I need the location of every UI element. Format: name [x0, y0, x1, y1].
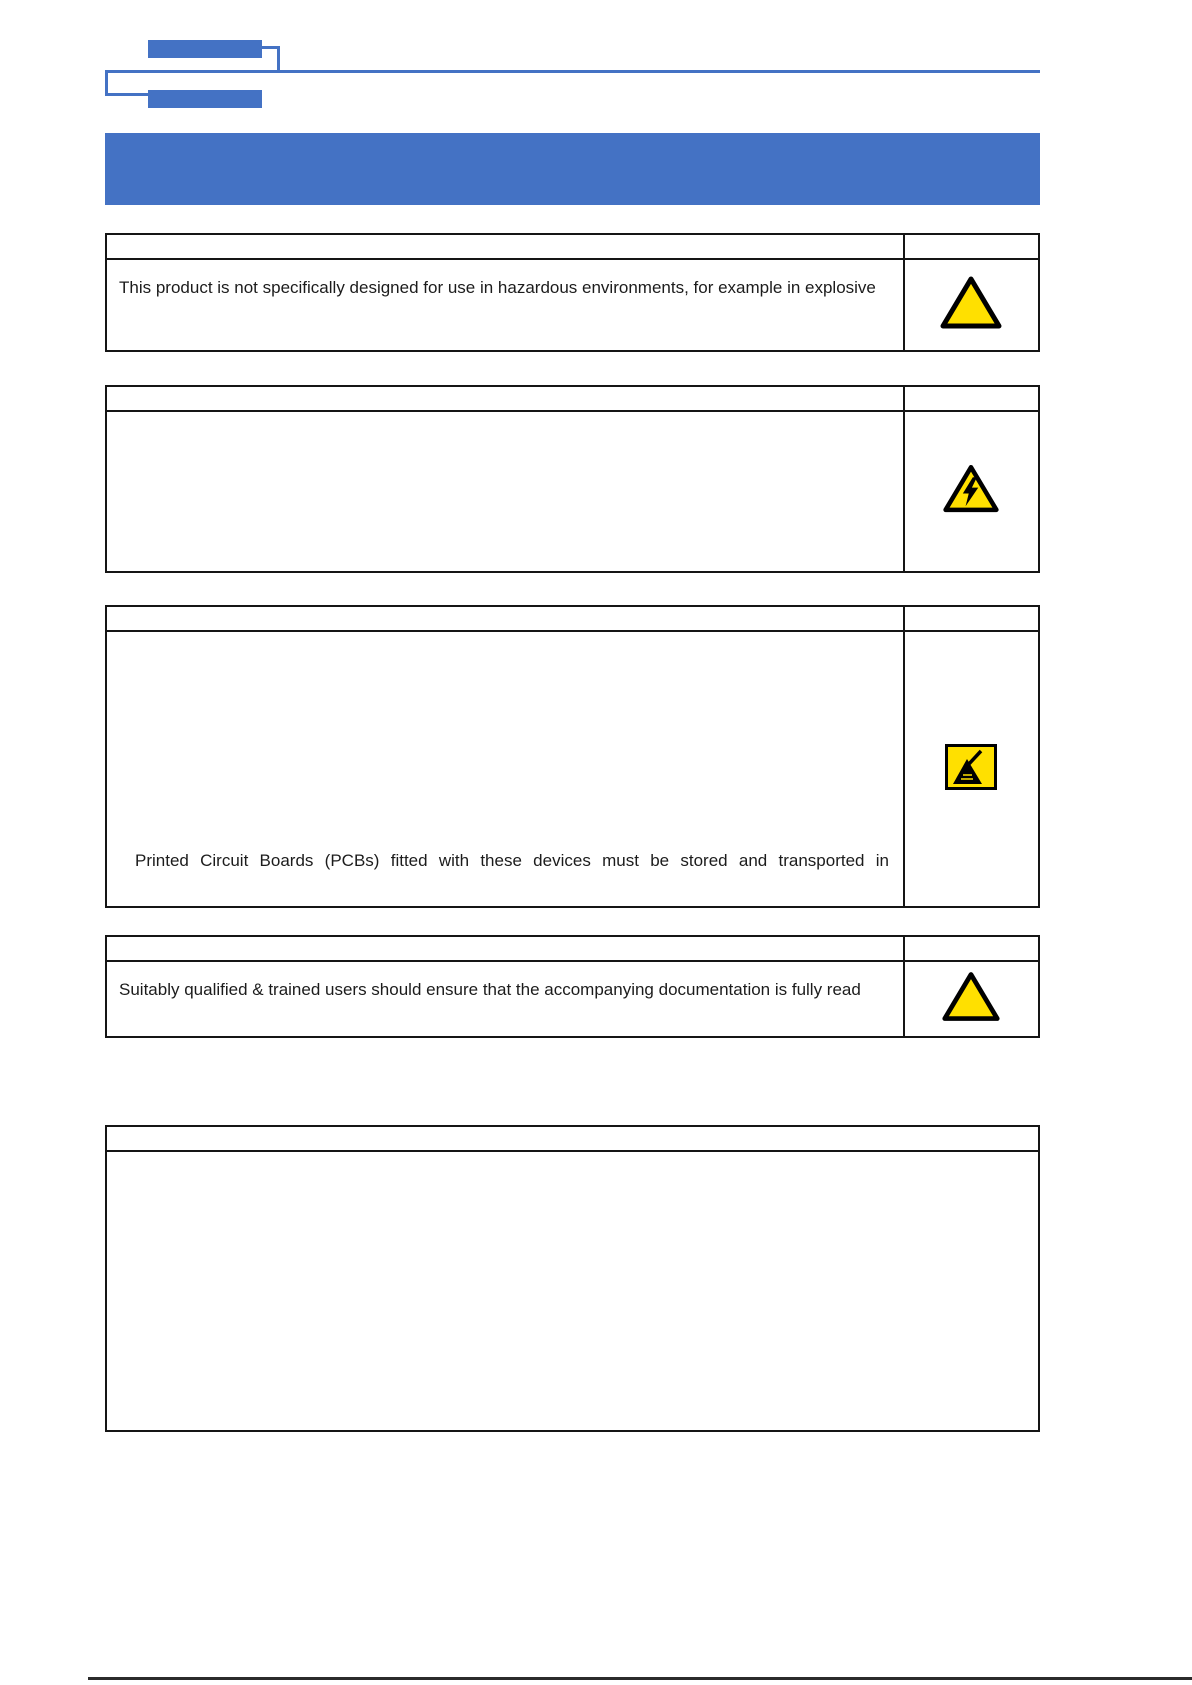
- esd-warning-icon: [945, 744, 997, 795]
- logo-bar-top: [148, 40, 262, 58]
- warning-icon-cell: [903, 412, 1038, 571]
- warning-icon-cell: [903, 632, 1038, 906]
- note-box-header: [107, 1127, 1038, 1152]
- warning-table-4: [105, 935, 1040, 1038]
- warning-table-3-header: [107, 607, 1038, 632]
- warning-table-1-header: [107, 235, 1038, 260]
- warning-text-1: This product is not specifically designed for use in hazardous environments, for example in explosive: [119, 278, 876, 297]
- warning-text-4: Suitably qualified & trained users should ensure that the accompanying documentation is fully read: [119, 980, 861, 999]
- logo-connector: [105, 93, 152, 96]
- note-box: [105, 1125, 1040, 1432]
- warning-icon-cell: [903, 260, 1038, 350]
- section-title-banner: [105, 133, 1040, 205]
- warning-text-3-line: Printed Circuit Boards (PCBs) fitted with these devices must be stored and transported in: [135, 850, 889, 870]
- warning-table-2: [105, 385, 1040, 573]
- warning-table-4-header: [107, 937, 1038, 962]
- header-rule: [105, 70, 1040, 73]
- warning-text-2: [107, 412, 903, 571]
- warning-triangle-icon: [941, 970, 1001, 1029]
- logo-connector: [277, 46, 280, 73]
- warning-table-3: [105, 605, 1040, 908]
- electrical-hazard-triangle-icon: [942, 463, 1000, 520]
- warning-icon-cell: [903, 962, 1038, 1036]
- warning-table-2-header: [107, 387, 1038, 412]
- warning-text-3: [107, 632, 903, 906]
- note-box-body: [107, 1152, 1038, 1180]
- warning-triangle-icon: [939, 275, 1003, 336]
- footer-rule: [88, 1677, 1192, 1680]
- logo-bar-bottom: [148, 90, 262, 108]
- warning-table-1: [105, 233, 1040, 352]
